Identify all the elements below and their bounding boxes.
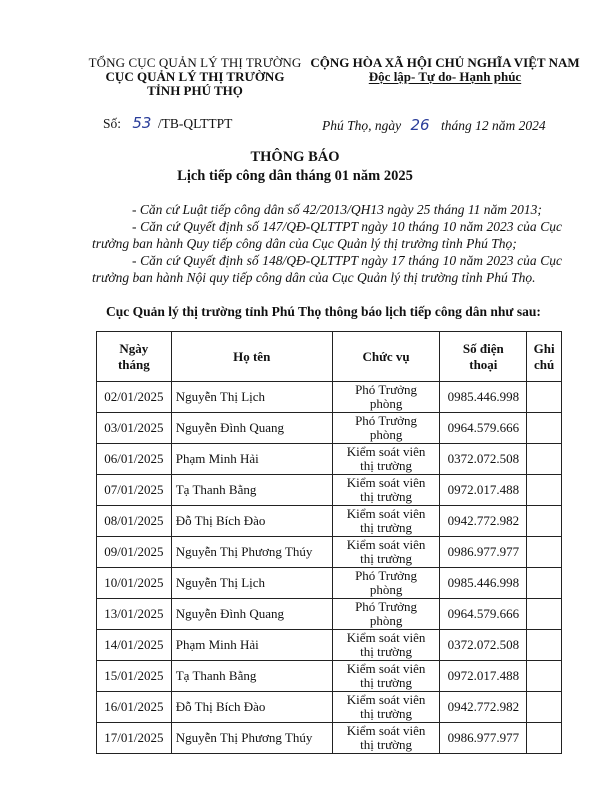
cell-note: [527, 692, 562, 723]
cell-role: [332, 692, 440, 723]
cell-name: Đỗ Thị Bích Đào: [171, 506, 332, 537]
cell-name: Nguyễn Thị Lịch: [171, 568, 332, 599]
cell-phone: 0372.072.508: [440, 444, 527, 475]
cell-role-line-2: thị trường: [360, 489, 412, 504]
cell-note: [527, 382, 562, 413]
cell-role: [332, 444, 440, 475]
cell-note: [527, 723, 562, 754]
cell-role-line-2: phòng: [369, 396, 403, 411]
cell-role-line-1: Kiểm soát viên: [346, 444, 426, 459]
cell-role: [332, 537, 440, 568]
cell-name: Nguyễn Thị Phương Thúy: [171, 723, 332, 754]
issue-date: [322, 116, 546, 134]
reference-code: /TB-QLTTPT: [157, 116, 233, 131]
header-name: Họ tên: [171, 332, 332, 382]
cell-phone: 0372.072.508: [440, 630, 527, 661]
table-row: [97, 568, 562, 599]
cell-date: 03/01/2025: [97, 413, 172, 444]
cell-name: Phạm Minh Hải: [171, 630, 332, 661]
cell-role-line-1: Phó Trưởng: [355, 568, 418, 583]
basis-item-1: - Căn cứ Luật tiếp công dân số 42/2013/QH13 ngày 25 tháng 11 năm 2013;: [132, 202, 542, 217]
cell-phone: 0964.579.666: [440, 413, 527, 444]
table-header-row: [97, 332, 562, 382]
table-row: [97, 382, 562, 413]
table-row: [97, 475, 562, 506]
cell-date: 06/01/2025: [97, 444, 172, 475]
cell-date: 14/01/2025: [97, 630, 172, 661]
cell-role-line-2: phòng: [369, 582, 403, 597]
cell-date: 17/01/2025: [97, 723, 172, 754]
agency-line-1: TỔNG CỤC QUẢN LÝ THỊ TRƯỜNG: [88, 55, 302, 70]
cell-date: 02/01/2025: [97, 382, 172, 413]
cell-role: [332, 413, 440, 444]
table-row: [97, 723, 562, 754]
cell-role-line-1: Phó Trưởng: [355, 599, 418, 614]
cell-phone: 0942.772.982: [440, 692, 527, 723]
cell-note: [527, 661, 562, 692]
cell-name: Nguyễn Đình Quang: [171, 599, 332, 630]
cell-name: Đỗ Thị Bích Đào: [171, 692, 332, 723]
cell-role-line-2: thị trường: [360, 675, 412, 690]
basis-item-3: - Căn cứ Quyết định số 148/QĐ-QLTTPT ngày 17 tháng 10 năm 2023 của Cục trưởng ban hành Nội quy tiếp công dân của Cục Quản lý thị trường tỉnh Phú Thọ.: [92, 253, 562, 285]
date-handwritten-day: 26: [410, 116, 430, 134]
cell-date: 15/01/2025: [97, 661, 172, 692]
cell-phone: 0986.977.977: [440, 537, 527, 568]
cell-note: [527, 475, 562, 506]
header-date-line-1: Ngày: [119, 340, 149, 356]
cell-role-line-2: thị trường: [360, 551, 412, 566]
basis-item-2: - Căn cứ Quyết định số 147/QĐ-QLTTPT ngày 10 tháng 10 năm 2023 của Cục trưởng ban hành Quy tiếp công dân của Cục Quản lý thị trường tỉnh Phú Thọ;: [92, 219, 562, 251]
cell-note: [527, 537, 562, 568]
cell-role: [332, 506, 440, 537]
header-phone: [440, 332, 527, 382]
header-phone-line-2: thoại: [469, 356, 498, 372]
cell-note: [527, 506, 562, 537]
cell-phone: 0972.017.488: [440, 661, 527, 692]
cell-name: Phạm Minh Hải: [171, 444, 332, 475]
table-row: [97, 537, 562, 568]
cell-name: Nguyễn Thị Lịch: [171, 382, 332, 413]
date-prefix: Phú Thọ, ngày: [322, 118, 402, 133]
reference-number: [103, 114, 232, 132]
cell-role: [332, 661, 440, 692]
cell-role-line-1: Kiểm soát viên: [346, 661, 426, 676]
agency-line-2: CỤC QUẢN LÝ THỊ TRƯỜNG: [105, 69, 285, 84]
notice-subtitle: Lịch tiếp công dân tháng 01 năm 2025: [177, 168, 413, 184]
table-row: [97, 661, 562, 692]
national-header: [300, 56, 590, 84]
cell-role-line-2: thị trường: [360, 458, 412, 473]
cell-name: Tạ Thanh Bằng: [171, 661, 332, 692]
cell-role-line-1: Kiểm soát viên: [346, 475, 426, 490]
legal-basis: [92, 201, 562, 286]
cell-role: [332, 599, 440, 630]
cell-note: [527, 568, 562, 599]
cell-name: Tạ Thanh Bằng: [171, 475, 332, 506]
cell-phone: 0986.977.977: [440, 723, 527, 754]
cell-date: 10/01/2025: [97, 568, 172, 599]
header-date-line-2: tháng: [117, 356, 150, 372]
cell-note: [527, 413, 562, 444]
cell-role: [332, 382, 440, 413]
header-note-line-2: chú: [533, 356, 555, 372]
agency-line-3: TỈNH PHÚ THỌ: [147, 83, 243, 98]
cell-phone: 0964.579.666: [440, 599, 527, 630]
table-row: [97, 413, 562, 444]
cell-date: 13/01/2025: [97, 599, 172, 630]
cell-phone: 0985.446.998: [440, 568, 527, 599]
reference-label: Số:: [103, 116, 122, 131]
cell-role-line-1: Kiểm soát viên: [346, 692, 426, 707]
header-role: Chức vụ: [332, 332, 440, 382]
cell-phone: 0942.772.982: [440, 506, 527, 537]
cell-role-line-2: thị trường: [360, 520, 412, 535]
cell-role-line-1: Kiểm soát viên: [346, 630, 426, 645]
cell-role-line-1: Kiểm soát viên: [346, 506, 426, 521]
table-row: [97, 506, 562, 537]
cell-role: [332, 568, 440, 599]
cell-date: 16/01/2025: [97, 692, 172, 723]
agency-header: [60, 56, 330, 98]
cell-role-line-2: phòng: [369, 613, 403, 628]
table-row: [97, 692, 562, 723]
header-note-line-1: Ghi: [533, 340, 555, 356]
cell-role-line-1: Phó Trưởng: [355, 382, 418, 397]
notice-title: THÔNG BÁO: [250, 149, 340, 165]
cell-note: [527, 630, 562, 661]
cell-role-line-1: Phó Trưởng: [355, 413, 418, 428]
cell-phone: 0972.017.488: [440, 475, 527, 506]
cell-role: [332, 723, 440, 754]
cell-role-line-1: Kiểm soát viên: [346, 537, 426, 552]
cell-role-line-2: phòng: [369, 427, 403, 442]
cell-role-line-2: thị trường: [360, 737, 412, 752]
cell-note: [527, 444, 562, 475]
cell-role-line-2: thị trường: [360, 706, 412, 721]
header-phone-line-1: Số điện: [462, 340, 504, 356]
header-date: [97, 332, 172, 382]
cell-date: 07/01/2025: [97, 475, 172, 506]
cell-name: Nguyễn Thị Phương Thúy: [171, 537, 332, 568]
cell-note: [527, 599, 562, 630]
table-row: [97, 599, 562, 630]
cell-date: 09/01/2025: [97, 537, 172, 568]
table-row: [97, 444, 562, 475]
schedule-table: [96, 331, 562, 754]
cell-name: Nguyễn Đình Quang: [171, 413, 332, 444]
cell-role-line-1: Kiểm soát viên: [346, 723, 426, 738]
header-note: [527, 332, 562, 382]
cell-date: 08/01/2025: [97, 506, 172, 537]
cell-role-line-2: thị trường: [360, 644, 412, 659]
cell-role: [332, 475, 440, 506]
date-suffix: tháng 12 năm 2024: [440, 118, 546, 133]
schedule-intro: Cục Quản lý thị trường tỉnh Phú Thọ thông báo lịch tiếp công dân như sau:: [106, 304, 541, 319]
national-motto-2: Độc lập- Tự do- Hạnh phúc: [368, 69, 522, 84]
cell-role: [332, 630, 440, 661]
national-motto-1: CỘNG HÒA XÃ HỘI CHỦ NGHĨA VIỆT NAM: [310, 55, 580, 70]
table-row: [97, 630, 562, 661]
cell-phone: 0985.446.998: [440, 382, 527, 413]
reference-handwritten-number: 53: [132, 114, 152, 132]
